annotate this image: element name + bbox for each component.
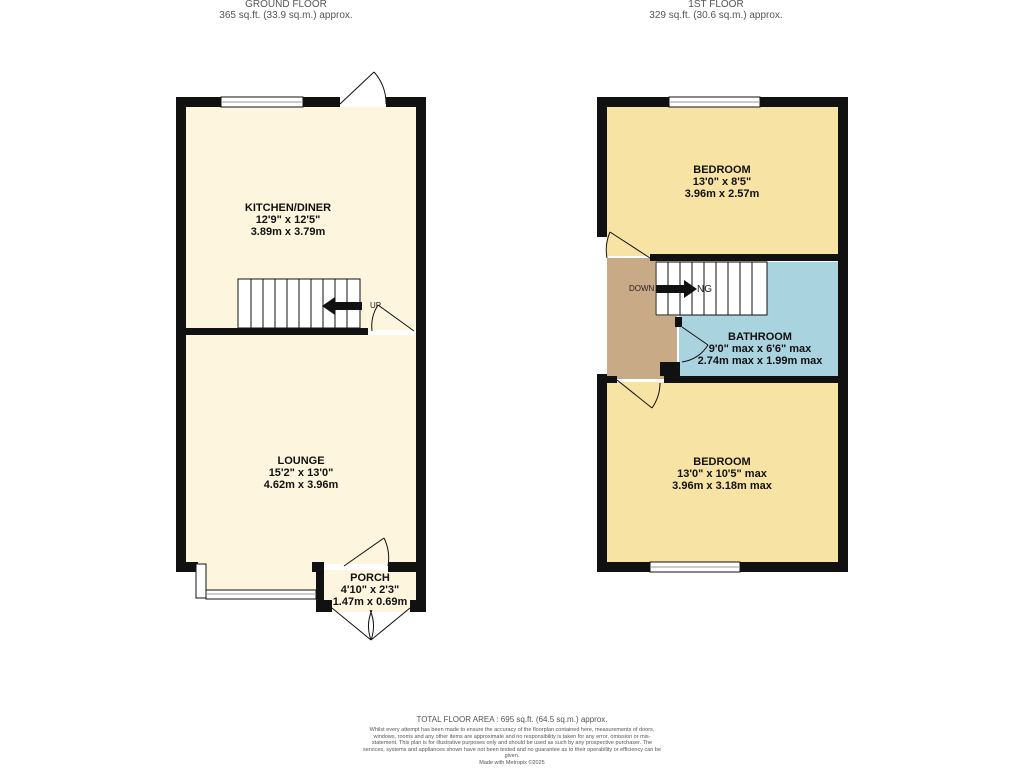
ground-floor-title: GROUND FLOOR <box>245 0 327 10</box>
kitchen-label <box>238 202 338 238</box>
ground-floor-area: 365 sq.ft. (33.9 sq.m.) approx. <box>219 10 353 21</box>
bedroom1-metric: 3.96m x 2.57m <box>684 188 760 200</box>
bedroom2-imperial: 13'0" x 10'5" max <box>677 468 767 480</box>
bedroom2-name: BEDROOM <box>693 456 751 468</box>
bathroom-label <box>690 331 830 367</box>
lounge-metric: 4.62m x 3.96m <box>263 479 339 491</box>
porch-metric: 1.47m x 0.69m <box>332 596 408 608</box>
first-floor-area: 329 sq.ft. (30.6 sq.m.) approx. <box>649 10 783 21</box>
bedroom2-metric: 3.96m x 3.18m max <box>672 480 772 492</box>
disclaimer-text: Whilst every attempt has been made to ensure the accuracy of the floorplan contained here, measurements of doors, windows, rooms and any other items are approximate and no responsibility is taken for any error, omission or mis-statement. This plan is for illustrative purposes only and should be used as such by any prospective purchaser. The services, systems and appliances shown have not been tested and no guarantee as to their operability or efficiency can be given. <box>363 727 661 759</box>
bathroom-name: BATHROOM <box>728 331 792 343</box>
bathroom-imperial: 9'0" max x 6'6" max <box>708 343 812 355</box>
back-door-swing <box>340 72 386 104</box>
porch-front-door <box>332 608 410 640</box>
ground-floor-plan <box>176 72 426 640</box>
lounge-imperial: 15'2" x 13'0" <box>268 467 334 479</box>
stairs-down-label: DOWN <box>629 284 655 293</box>
porch-imperial: 4'10" x 2'3" <box>340 584 400 596</box>
lounge-label <box>246 455 356 491</box>
metropix-credit: Made with Metropix ©2025 <box>479 759 545 766</box>
kitchen-name: KITCHEN/DINER <box>244 202 332 214</box>
kitchen-metric: 3.89m x 3.79m <box>250 226 326 238</box>
kitchen-imperial: 12'9" x 12'5" <box>255 214 321 226</box>
stairs-up-label: UP <box>370 301 382 310</box>
porch-name: PORCH <box>350 572 390 584</box>
bedroom1-label <box>672 164 772 200</box>
landing-label-partial: NG <box>697 284 712 295</box>
lounge-floor <box>186 335 416 564</box>
porch-label <box>325 572 415 608</box>
footer <box>362 715 662 767</box>
bedroom2-label <box>652 456 792 492</box>
total-floor-area: TOTAL FLOOR AREA : 695 sq.ft. (64.5 sq.m.) approx. <box>416 715 608 724</box>
lounge-name: LOUNGE <box>277 455 325 467</box>
bedroom1-name: BEDROOM <box>693 164 751 176</box>
bay-floor <box>198 564 316 590</box>
first-floor-title: 1ST FLOOR <box>688 0 744 10</box>
bathroom-metric: 2.74m max x 1.99m max <box>697 355 823 367</box>
bedroom1-imperial: 13'0" x 8'5" <box>692 176 752 188</box>
